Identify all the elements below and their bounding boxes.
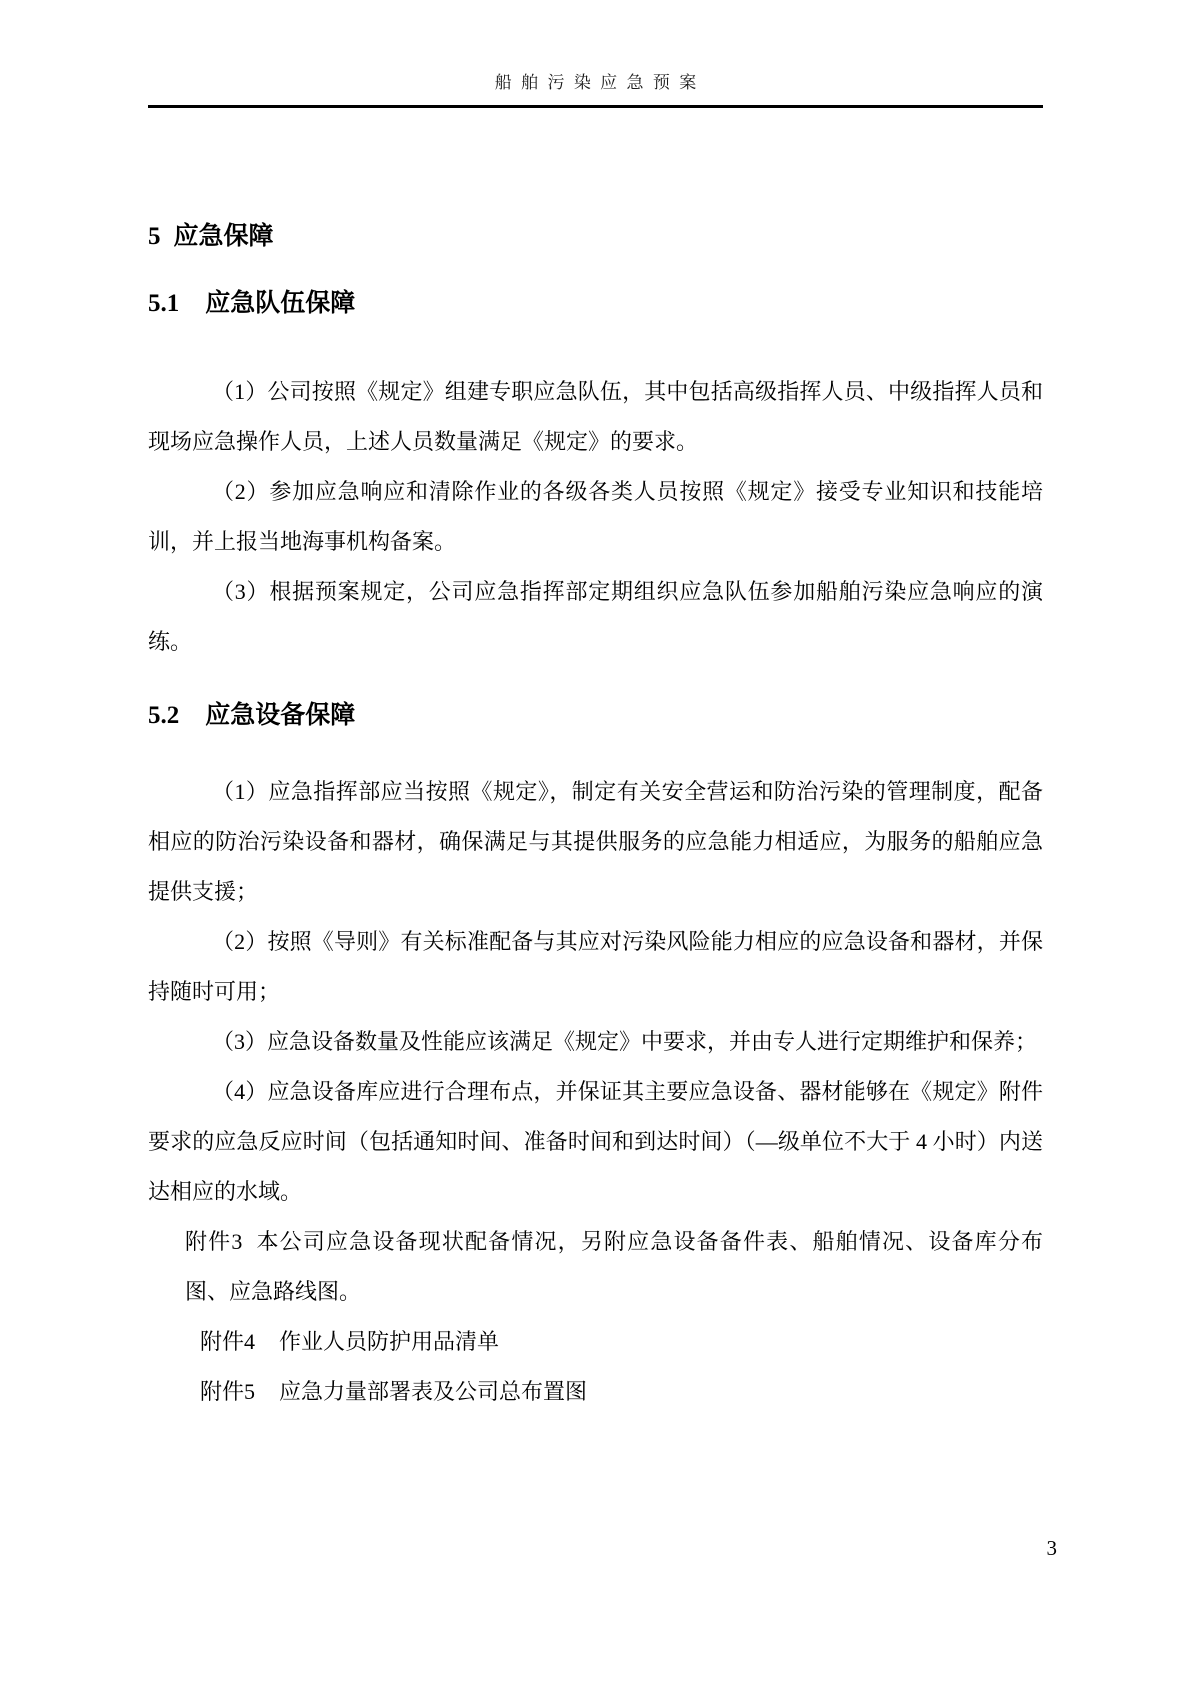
section-5-1-heading [148, 291, 1043, 316]
section-5-number: 5 [148, 223, 161, 250]
attachment-3-label: 附件3 [185, 1229, 243, 1254]
attachment-3 [185, 1217, 1043, 1317]
paragraph-5-2-3: （3）应急设备数量及性能应该满足《规定》中要求，并由专人进行定期维护和保养； [212, 1029, 1038, 1054]
page-header [148, 0, 1043, 108]
attachment-4 [200, 1317, 1043, 1367]
section-5-1-paragraphs [148, 367, 1043, 667]
attachment-3-text: 本公司应急设备现状配备情况，另附应急设备备件表、船舶情况、设备库分布图、应急路线图。 [185, 1229, 1043, 1304]
section-5-2-heading [148, 703, 1043, 728]
page-number: 3 [1046, 1536, 1057, 1560]
attachment-5 [200, 1367, 1043, 1417]
paragraph-5-2-4: （4）应急设备库应进行合理布点，并保证其主要应急设备、器材能够在《规定》附件要求的应急反应时间（包括通知时间、准备时间和到达时间）（—级单位不大于 4 小时）内送达相应的水域。 [148, 1079, 1043, 1204]
paragraph-5-1-3: （3）根据预案规定，公司应急指挥部定期组织应急队伍参加船舶污染应急响应的演练。 [148, 579, 1043, 654]
paragraph-5-2-1: （1）应急指挥部应当按照《规定》，制定有关安全营运和防治污染的管理制度，配备相应的防治污染设备和器材，确保满足与其提供服务的应急能力相适应，为服务的船舶应急提供支援； [148, 779, 1043, 904]
attachment-5-label: 附件5 [200, 1379, 256, 1404]
paragraph-5-1-2: （2）参加应急响应和清除作业的各级各类人员按照《规定》接受专业知识和技能培训，并上报当地海事机构备案。 [148, 479, 1043, 554]
section-5-title: 应急保障 [173, 223, 274, 250]
attachments-list [148, 1217, 1043, 1417]
attachment-5-text: 应急力量部署表及公司总布置图 [279, 1379, 588, 1404]
section-5-2-paragraphs [148, 767, 1043, 1217]
section-5-2-number: 5.2 [148, 702, 180, 729]
section-5-1-title: 应急队伍保障 [205, 290, 356, 317]
attachment-4-text: 作业人员防护用品清单 [279, 1329, 500, 1354]
section-5-2-title: 应急设备保障 [205, 702, 356, 729]
attachment-4-label: 附件4 [200, 1329, 256, 1354]
header-title: 船舶污染应急预案 [494, 73, 706, 92]
document-body [148, 224, 1043, 1417]
section-5-1-number: 5.1 [148, 290, 180, 317]
paragraph-5-2-2: （2）按照《导则》有关标准配备与其应对污染风险能力相应的应急设备和器材，并保持随时可用； [148, 929, 1043, 1004]
section-5-heading [148, 224, 1043, 249]
paragraph-5-1-1: （1）公司按照《规定》组建专职应急队伍，其中包括高级指挥人员、中级指挥人员和现场应急操作人员，上述人员数量满足《规定》的要求。 [148, 379, 1043, 454]
